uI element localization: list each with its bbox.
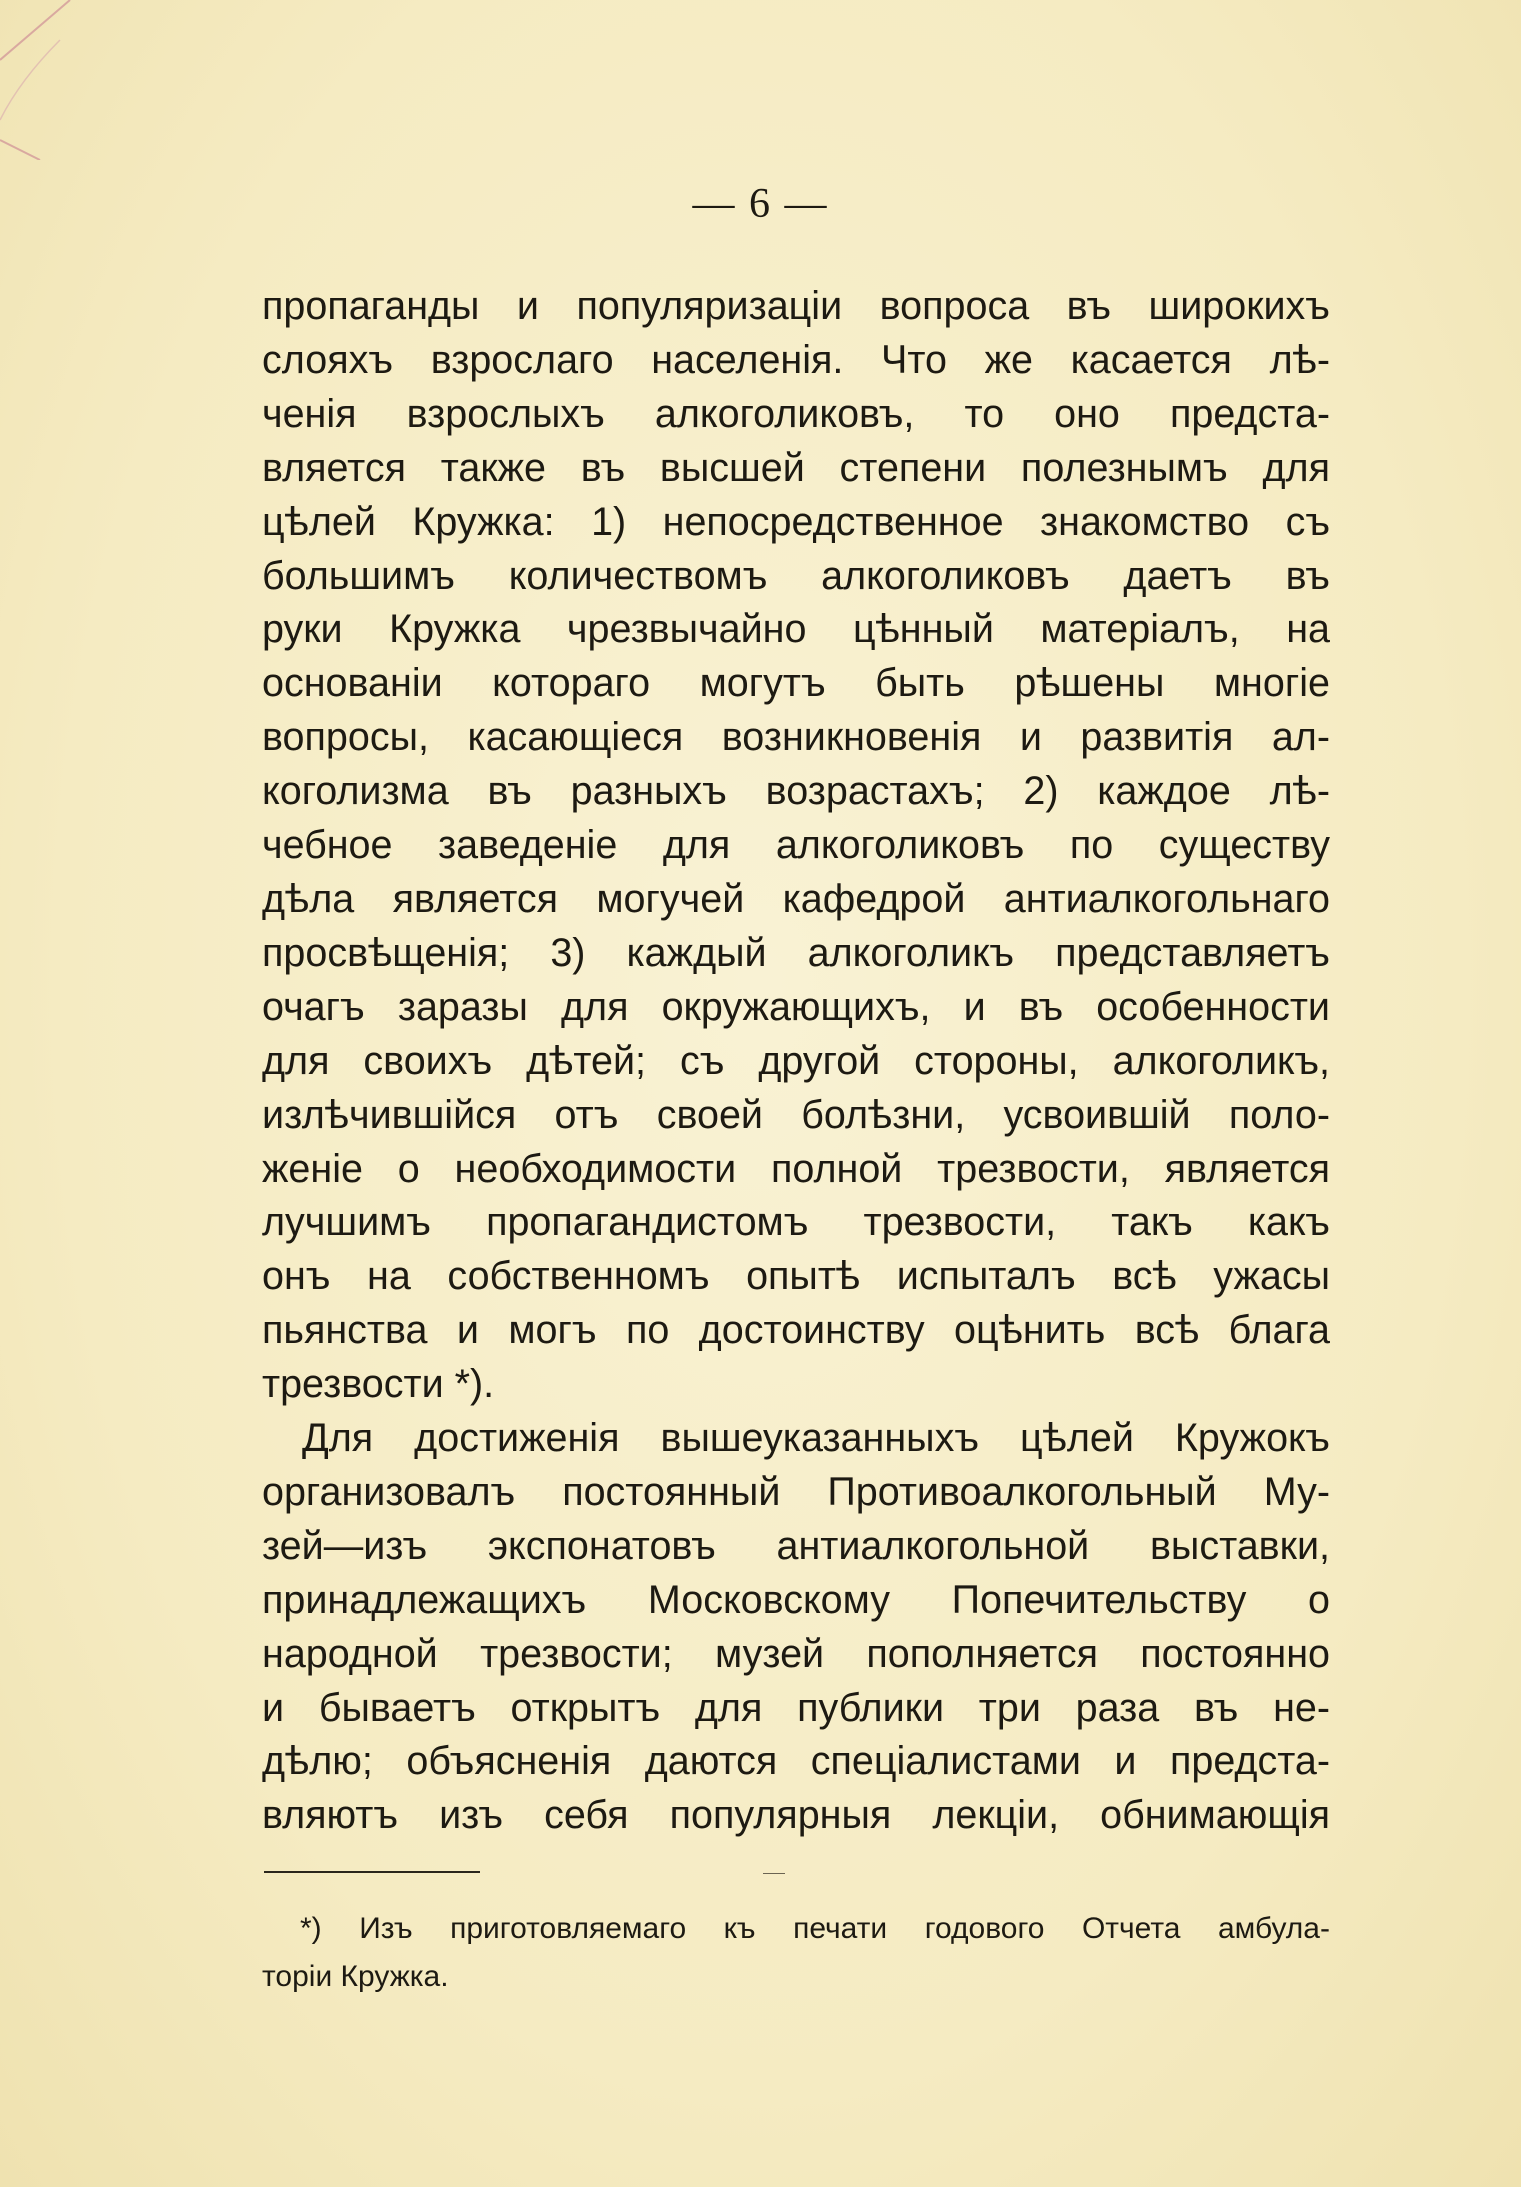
footnote-line: торіи Кружка. xyxy=(262,1960,449,1993)
main-text xyxy=(262,280,1330,1843)
text-line: руки Кружка чрезвычайно цѣнный матеріалъ, на xyxy=(262,607,1330,652)
page-number: — 6 — xyxy=(692,181,829,227)
text-line: вопросы, касающіеся возникновенія и развитія ал- xyxy=(262,715,1330,760)
text-line: вляютъ изъ себя популярныя лекціи, обнимающія xyxy=(262,1793,1330,1838)
text-line: основаніи котораго могутъ быть рѣшены многіе xyxy=(262,661,1330,706)
text-line: зей—изъ экспонатовъ антиалкогольной выставки, xyxy=(262,1523,1330,1568)
footnote-line: *) Изъ приготовляемаго къ печати годового Отчета амбула- xyxy=(300,1912,1330,1945)
folded-corner-mark xyxy=(0,0,160,160)
text-line: цѣлей Кружка: 1) непосредственное знакомство съ xyxy=(262,499,1330,544)
text-line: ченія взрослыхъ алкоголиковъ, то оно предста- xyxy=(262,391,1330,436)
text-line: просвѣщенія; 3) каждый алкоголикъ представляетъ xyxy=(262,930,1330,975)
text-line: излѣчившійся отъ своей болѣзни, усвоившій поло- xyxy=(262,1092,1330,1137)
text-line: пропаганды и популяризаціи вопроса въ широкихъ xyxy=(262,284,1330,328)
text-line: слояхъ взрослаго населенія. Что же касается лѣ- xyxy=(262,337,1330,382)
text-line: пьянства и могъ по достоинству оцѣнить всѣ блага xyxy=(262,1308,1330,1353)
text-line: дѣла является могучей кафедрой антиалкогольнаго xyxy=(262,876,1330,921)
text-line: принадлежащихъ Московскому Попечительству о xyxy=(262,1577,1330,1622)
text-line: и бываетъ открытъ для публики три раза въ не- xyxy=(262,1685,1330,1730)
text-line: очагъ заразы для окружающихъ, и въ особенности xyxy=(262,984,1330,1029)
text-line: вляется также въ высшей степени полезнымъ для xyxy=(262,445,1330,490)
text-line: организовалъ постоянный Противоалкогольный Му- xyxy=(262,1469,1330,1514)
text-line: большимъ количествомъ алкоголиковъ даетъ въ xyxy=(262,553,1330,598)
text-line: коголизма въ разныхъ возрастахъ; 2) каждое лѣ- xyxy=(262,769,1330,814)
footnote xyxy=(262,1905,1330,2001)
footnote-divider xyxy=(264,1871,480,1873)
text-line: дѣлю; объясненія даются спеціалистами и предста- xyxy=(262,1739,1330,1784)
text-line: женіе о необходимости полной трезвости, является xyxy=(262,1146,1330,1191)
text-line: народной трезвости; музей пополняется постоянно xyxy=(262,1631,1330,1676)
text-line-paragraph-start: Для достиженія вышеуказанныхъ цѣлей Кружокъ xyxy=(302,1416,1330,1461)
text-line: чебное заведеніе для алкоголиковъ по существу xyxy=(262,823,1330,868)
text-line: лучшимъ пропагандистомъ трезвости, такъ какъ xyxy=(262,1200,1330,1245)
text-line-paragraph-end: трезвости *). xyxy=(262,1362,495,1407)
text-line: онъ на собственномъ опытѣ испыталъ всѣ ужасы xyxy=(262,1254,1330,1299)
text-line: для своихъ дѣтей; съ другой стороны, алкоголикъ, xyxy=(262,1038,1330,1083)
print-speck xyxy=(763,1873,785,1874)
